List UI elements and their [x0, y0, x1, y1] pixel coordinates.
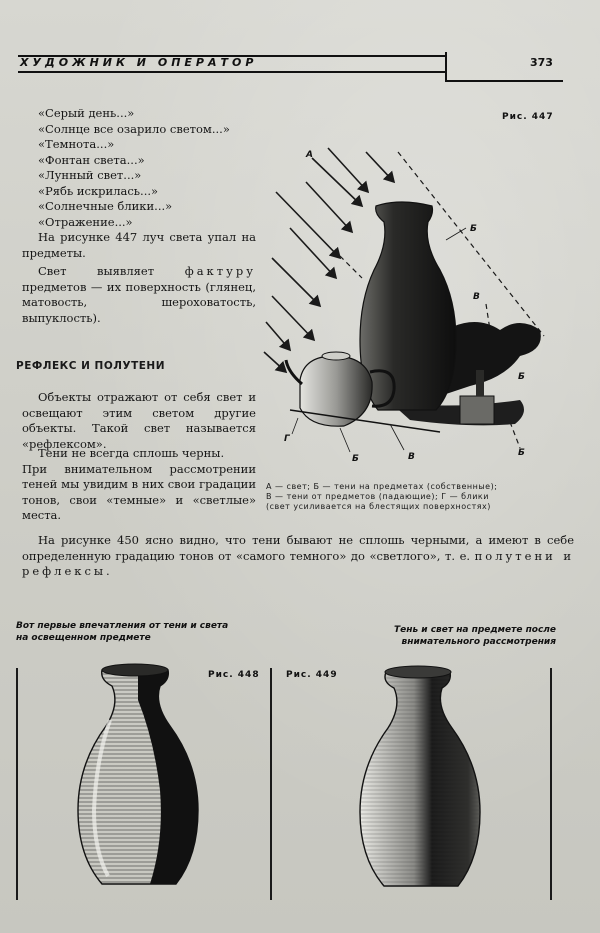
quote-item: «Отражение...»	[38, 214, 133, 229]
figure-447-caption-line: (свет усиливается на блестящих поверхностях)	[266, 502, 491, 511]
paragraph-reflex: Объекты отражают от себя свет и освещают этим светом другие объекты. Такой свет называется «рефлексом».	[22, 390, 256, 451]
paragraph-shadows-first: Тени не всегда сплошь черны.	[38, 446, 225, 460]
figure-447-letter-b-corner: Б	[518, 448, 526, 458]
figure-447-letter-b: Б	[470, 224, 478, 234]
figure-449-caption: Тень и свет на предмете после внимательного рассмотрения	[393, 625, 556, 647]
quote-item: «Фонтан света...»	[38, 152, 145, 167]
figure-447-letter-v-bottom: В	[408, 452, 416, 462]
vase-449-drawing	[360, 666, 480, 886]
figure-447-caption-line: В — тени от предметов (падающие); Г — блики	[266, 492, 489, 501]
paragraph-texture-end: предметов — их поверхность (глянец, матовость, шероховатость, выпуклость).	[22, 279, 256, 325]
figure-447-letter-v-top: В	[473, 292, 481, 302]
paragraph-halftones-start: На рисунке 450 ясно видно, что тени бывают не сплошь черными, а имеют в себе определенную градацию тонов от «самого темного» до «светлого», т. е.	[22, 533, 574, 563]
paragraph-shadows-rest: При внимательном рассмотрении теней мы увидим в них свои градации тонов, свои «темные» и «светлые» места.	[22, 461, 256, 522]
paragraph-halftones-emphasis: полутени и рефлексы.	[22, 548, 575, 578]
page-number: 373	[530, 56, 553, 69]
vase-448-drawing	[78, 664, 198, 884]
quote-item: «Серый день...»	[38, 106, 135, 120]
quote-item: «Лунный свет...»	[38, 168, 142, 182]
paragraph-texture-start: Свет выявляет	[38, 264, 185, 278]
section-heading: РЕФЛЕКС И ПОЛУТЕНИ	[16, 360, 166, 372]
quote-item: «Темнота...»	[38, 137, 115, 151]
figure-447-letter-a: А	[306, 150, 314, 160]
paragraph-ray: На рисунке 447 луч света упал на предметы.	[22, 230, 256, 260]
quote-item: «Солнце все озарило светом...»	[38, 121, 230, 136]
quote-item: «Рябь искрилась...»	[38, 183, 159, 198]
figure-449-label: Рис. 449	[286, 670, 338, 680]
figure-447-caption-line: А — свет; Б — тени на предметах (собственные);	[266, 482, 498, 491]
figure-447-letter-b-bottom: Б	[352, 454, 360, 464]
paragraph-texture-emphasis: фактуру	[184, 264, 256, 278]
quote-item: «Солнечные блики...»	[38, 199, 173, 213]
figure-448-label: Рис. 448	[208, 670, 260, 680]
figure-447-letter-b-right: Б	[518, 372, 526, 382]
figure-447-label: Рис. 447	[502, 112, 554, 122]
figure-448-caption: Вот первые впечатления от тени и света на освещенном предмете	[16, 621, 229, 643]
figure-447-letter-g: Г	[284, 434, 291, 444]
running-title: ХУДОЖНИК И ОПЕРАТОР	[20, 56, 258, 69]
